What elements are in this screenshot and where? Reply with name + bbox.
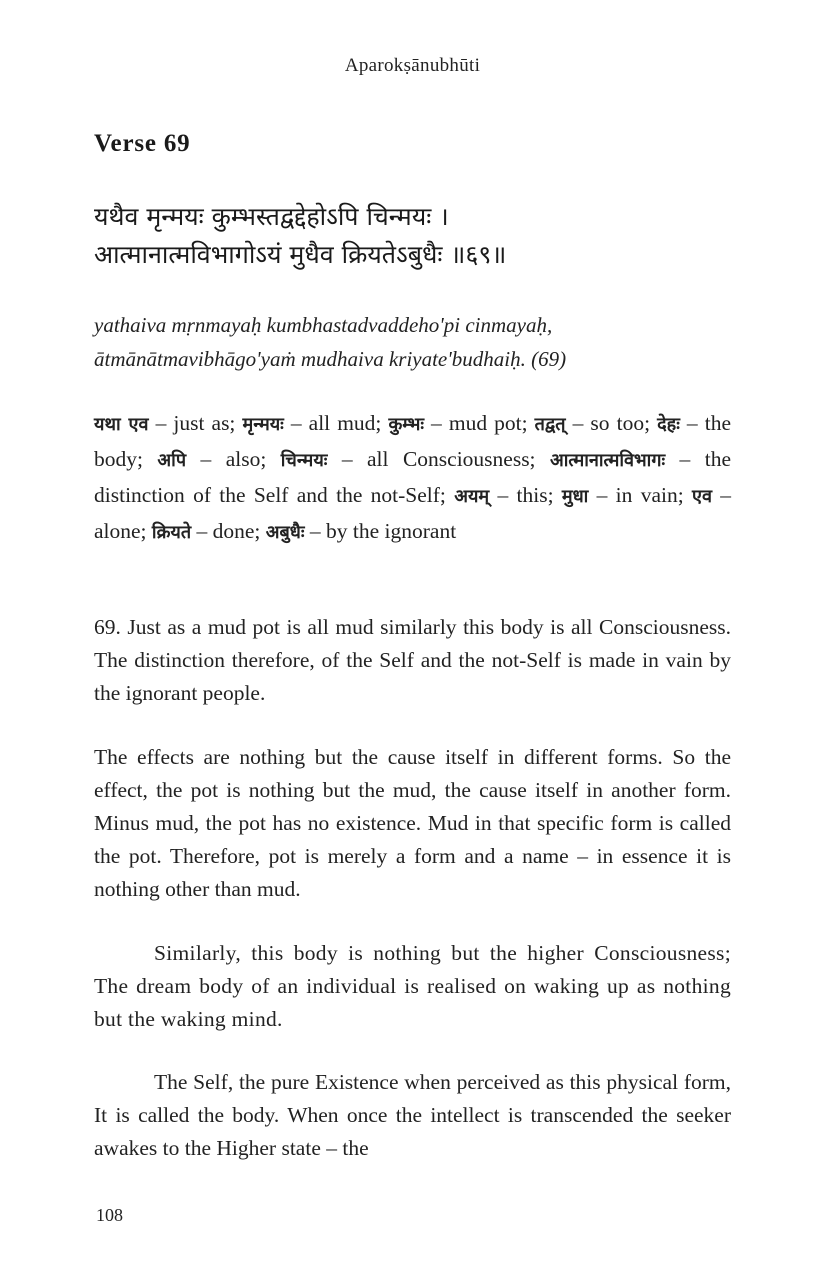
sanskrit-verse: [94, 198, 744, 274]
transliteration-line-1: yathaiva mṛnmayaḥ kumbhastadvaddeho'pi cinmayaḥ,: [94, 313, 553, 337]
transliteration: [94, 308, 744, 376]
glossary-meaning: – done;: [191, 519, 266, 543]
glossary-term: मुधा: [561, 486, 589, 507]
glossary-meaning: – also;: [186, 447, 281, 471]
glossary-term: देहः: [657, 414, 680, 435]
glossary-term: मृन्मयः: [242, 414, 284, 435]
glossary-term: चिन्मयः: [280, 450, 328, 471]
glossary-meaning: – this;: [489, 483, 562, 507]
glossary-term: अयम्: [454, 486, 490, 507]
glossary-term: अबुधैः: [265, 522, 305, 543]
sanskrit-verse-line-1: यथैव मृन्मयः कुम्भस्तद्वद्देहोऽपि चिन्मयः ।: [94, 202, 449, 231]
glossary-term: तद्वत्: [534, 414, 566, 435]
running-head: Aparokṣānubhūti: [344, 55, 481, 76]
sanskrit-verse-line-2: आत्मानात्मविभागोऽयं मुधैव क्रियतेऽबुधैः ॥६९॥: [94, 240, 507, 269]
commentary-paragraph-3: The Self, the pure Existence when perceived as this physical form, It is called the body. When once the intellect is transcended the seeker awakes to the Higher state – the: [94, 1070, 731, 1160]
page-number: 108: [96, 1205, 123, 1225]
glossary-meaning: – in vain;: [588, 483, 692, 507]
glossary-term: क्रियते: [151, 522, 192, 543]
glossary-term: आत्मानात्मविभागः: [549, 450, 666, 471]
transliteration-line-2: ātmānātmavibhāgo'yaṁ mudhaiva kriyate'budhaiḥ. (69): [94, 347, 567, 371]
glossary-meaning: – all mud;: [283, 411, 389, 435]
glossary-meaning: – the distinction of the Self and the not-Self;: [94, 447, 731, 507]
commentary-paragraph-1: The effects are nothing but the cause itself in different forms. So the effect, the pot is nothing but the mud, the cause itself in another form. Minus mud, the pot has no existence. Mud in that specific form is called the pot. Therefore, pot is merely a form and a name – in essence it is nothing other than mud.: [94, 745, 731, 901]
glossary-meaning: – so too;: [565, 411, 658, 435]
glossary-meaning: – just as;: [148, 411, 243, 435]
glossary-meaning: – all Consciousness;: [327, 447, 550, 471]
glossary-meaning: – by the ignorant: [304, 519, 457, 543]
glossary-term: एव: [691, 486, 712, 507]
verse-translation: 69. Just as a mud pot is all mud similarly this body is all Consciousness. The distinction therefore, of the Self and the not-Self is made in vain by the ignorant people.: [94, 615, 731, 705]
glossary-term: अपि: [157, 450, 187, 471]
verse-heading: Verse 69: [94, 130, 191, 157]
glossary-meaning: – mud pot;: [424, 411, 535, 435]
commentary-paragraph-2: Similarly, this body is nothing but the higher Consciousness; The dream body of an individual is realised on waking up as nothing but the waking mind.: [94, 941, 731, 1031]
glossary-meaning: – alone;: [94, 483, 731, 543]
glossary-term: कुम्भः: [388, 414, 424, 435]
glossary-meaning: – the body;: [94, 411, 732, 471]
word-glossary: [94, 406, 731, 550]
glossary-term: यथा एव: [94, 414, 149, 435]
